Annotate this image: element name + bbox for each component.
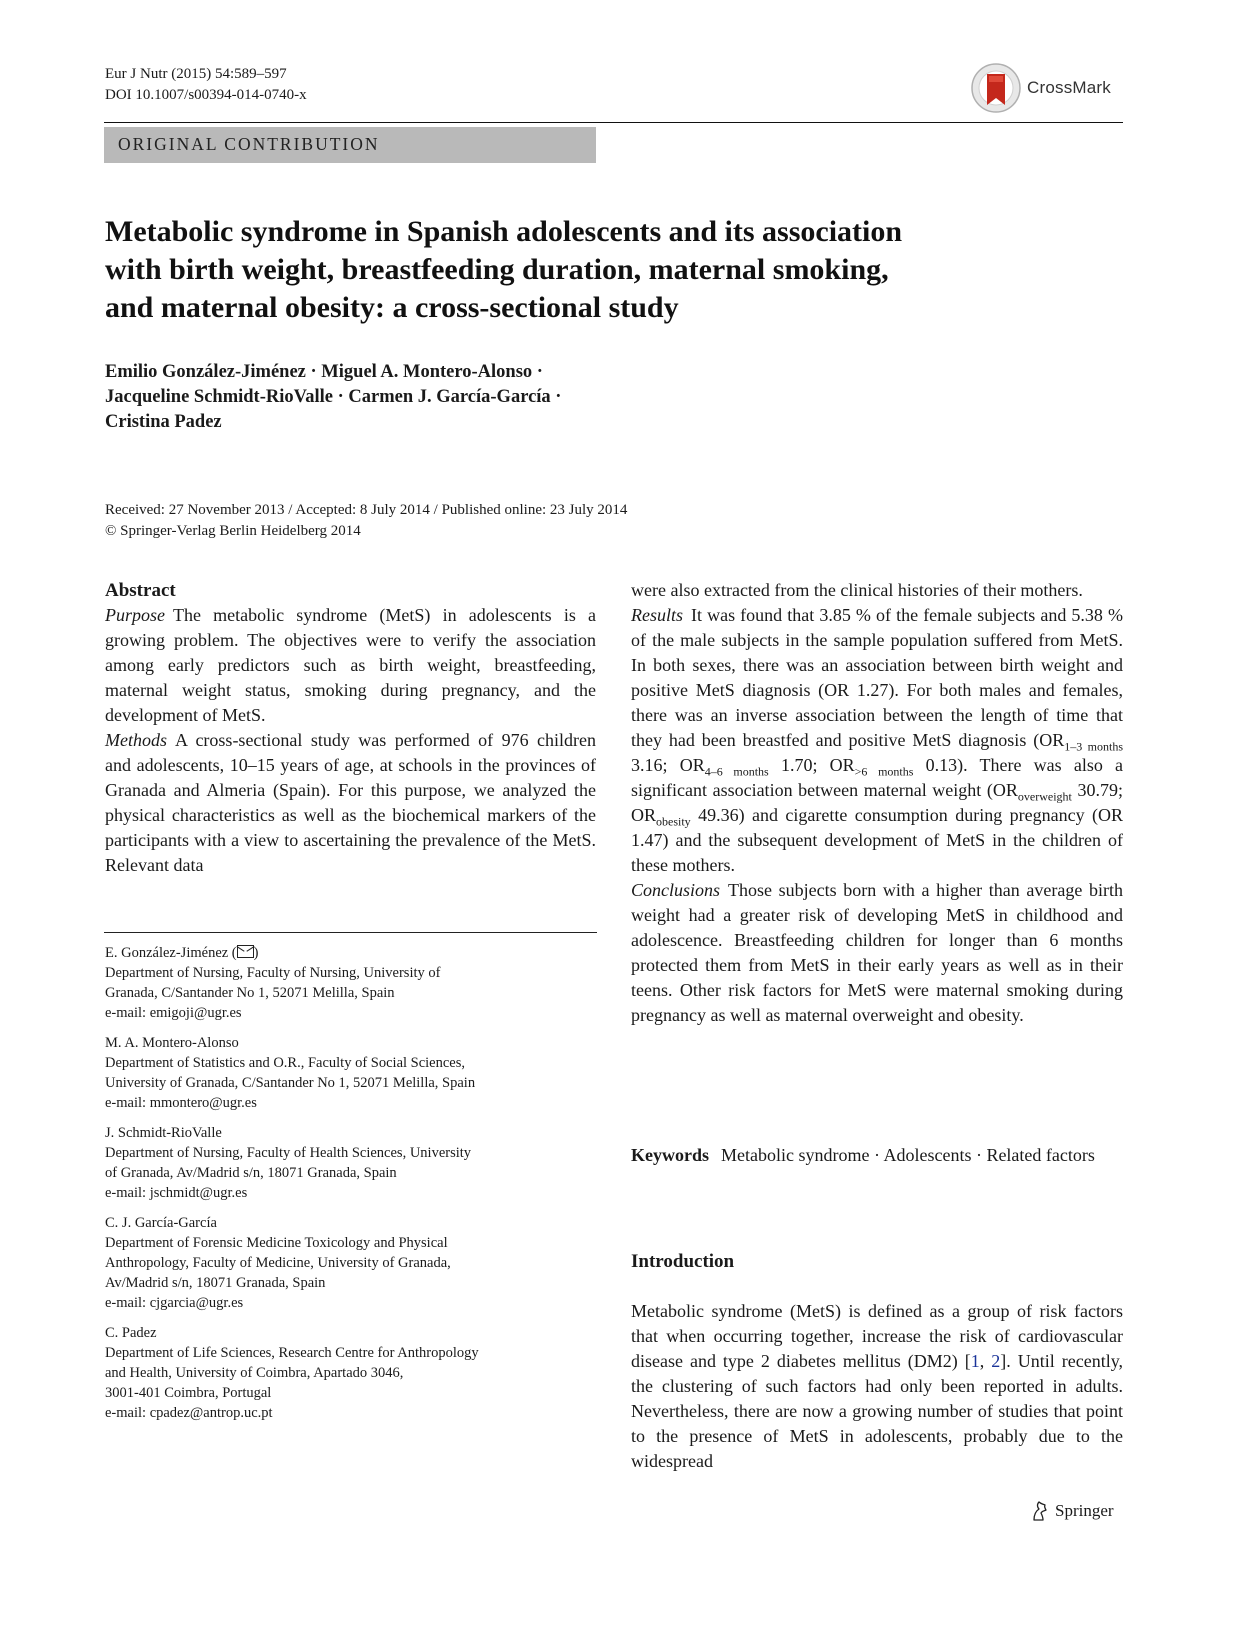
author-line: Cristina Padez xyxy=(105,412,222,432)
reference-link[interactable]: 2 xyxy=(991,1351,1001,1371)
affiliation-email[interactable]: e-mail: mmontero@ugr.es xyxy=(105,1095,257,1111)
results-subscript: overweight xyxy=(1017,789,1072,804)
ref-separator: , xyxy=(979,1351,992,1371)
affiliation-line: Av/Madrid s/n, 18071 Granada, Spain xyxy=(105,1275,326,1291)
ref-bracket: ]. xyxy=(1000,1351,1011,1371)
affiliation-name: C. J. García-García xyxy=(105,1215,217,1231)
affiliation-block xyxy=(105,1323,596,1423)
results-subscript: >6 months xyxy=(854,764,914,779)
results-subscript: 4–6 months xyxy=(704,764,769,779)
affiliation-email[interactable]: e-mail: cjgarcia@ugr.es xyxy=(105,1295,244,1311)
envelope-icon[interactable] xyxy=(237,945,254,958)
abstract-conclusions xyxy=(631,878,1123,1028)
journal-citation: Eur J Nutr (2015) 54:589–597 xyxy=(105,66,287,82)
affiliation-line: Department of Forensic Medicine Toxicology and Physical xyxy=(105,1235,448,1251)
affiliation-name xyxy=(105,943,596,963)
dates-line: Received: 27 November 2013 / Accepted: 8 July 2014 / Published online: 23 July 2014 xyxy=(105,502,628,518)
title-line: and maternal obesity: a cross-sectional study xyxy=(105,291,679,324)
affiliation-line: Department of Statistics and O.R., Faculty of Social Sciences, xyxy=(105,1055,466,1071)
purpose-label: Purpose xyxy=(105,605,165,625)
springer-horse-icon xyxy=(1030,1500,1050,1522)
affiliation-line: 3001-401 Coimbra, Portugal xyxy=(105,1385,272,1401)
section-label: ORIGINAL CONTRIBUTION xyxy=(118,134,380,154)
abstract-results xyxy=(631,603,1123,878)
title-line: with birth weight, breastfeeding duration, maternal smoking, xyxy=(105,253,889,286)
affiliation-line: Department of Nursing, Faculty of Health Sciences, University xyxy=(105,1145,472,1161)
conclusions-text: Those subjects born with a higher than average birth weight had a greater risk of developing MetS in childhood and adolescence. Breastfeeding children for longer than 6 months protected them from MetS in their early years as well as in their teens. Other risk factors for MetS were maternal smoking during pregnancy as well as maternal overweight and obesity. xyxy=(631,880,1123,1025)
results-text: 49.36) and cigarette consumption during pregnancy (OR 1.47) and the subsequent development of MetS in the children of these mothers. xyxy=(631,805,1124,875)
affiliation-line: Granada, C/Santander No 1, 52071 Melilla, Spain xyxy=(105,985,395,1001)
affiliation-email[interactable]: e-mail: cpadez@antrop.uc.pt xyxy=(105,1405,273,1421)
affiliation-line: Anthropology, Faculty of Medicine, University of Granada, xyxy=(105,1255,451,1271)
affiliation-block xyxy=(105,943,596,1023)
affiliation-name: M. A. Montero-Alonso xyxy=(105,1035,239,1051)
affiliation-block xyxy=(105,1213,596,1313)
affiliation-line: Department of Nursing, Faculty of Nursing, University of xyxy=(105,965,441,981)
affiliations xyxy=(105,943,596,1433)
results-subscript: obesity xyxy=(656,814,691,829)
author-list xyxy=(105,360,805,435)
affiliation-name-suffix: ) xyxy=(253,945,259,961)
results-text: 1.70; OR xyxy=(780,755,855,775)
keywords-paragraph xyxy=(631,1143,1123,1168)
results-label: Results xyxy=(631,605,683,625)
abstract-heading: Abstract xyxy=(105,580,176,601)
results-subscript: 1–3 months xyxy=(1064,739,1123,754)
intro-text: Metabolic syndrome (MetS) is defined as a group of risk factors that when occurring together, increase the risk of cardiovascular disease and type 2 diabetes mellitus (DM2) xyxy=(631,1301,1123,1371)
title-line: Metabolic syndrome in Spanish adolescents and its association xyxy=(105,215,903,248)
affiliation-line: Department of Life Sciences, Research Centre for Anthropology xyxy=(105,1345,479,1361)
author-line: Emilio González-Jiménez · Miguel A. Montero-Alonso · xyxy=(105,362,543,382)
abstract-left-column xyxy=(105,603,596,878)
affiliation-line: and Health, University of Coimbra, Apartado 3046, xyxy=(105,1365,404,1381)
journal-info xyxy=(105,64,307,106)
affiliation-divider xyxy=(104,932,597,933)
ref-bracket: [ xyxy=(964,1351,971,1371)
reference-link[interactable]: 1 xyxy=(970,1351,980,1371)
affiliation-name: J. Schmidt-RioValle xyxy=(105,1125,222,1141)
results-text: 3.16; OR xyxy=(631,755,705,775)
doi[interactable]: DOI 10.1007/s00394-014-0740-x xyxy=(105,87,307,103)
introduction-heading: Introduction xyxy=(631,1251,735,1272)
results-text: It was found that 3.85 % of the female subjects and 5.38 % of the male subjects in the sample population suffered from MetS. In both sexes, there was an association between birth weight and positive MetS diagnosis (OR 1.27). For both males and females, there was an inverse association between the length of time that they had been breastfed and positive MetS diagnosis (OR xyxy=(631,605,1123,750)
affiliation-name: C. Padez xyxy=(105,1325,157,1341)
publication-dates xyxy=(105,500,627,542)
abstract-right-column xyxy=(631,578,1123,1028)
keywords xyxy=(631,1143,1123,1168)
copyright-line: © Springer-Verlag Berlin Heidelberg 2014 xyxy=(105,523,361,539)
intro-text: Until recently, the clustering of such factors had only been reported in adults. Nevertheless, there are now a growing number of studies that point to the presence of MetS in adolescents, probably due to the widespread xyxy=(631,1351,1124,1471)
crossmark-label: CrossMark xyxy=(1027,78,1111,97)
methods-continued: were also extracted from the clinical histories of their mothers. xyxy=(631,580,1083,600)
purpose-text: The metabolic syndrome (MetS) in adolescents is a growing problem. The objectives were to verify the association among early predictors such as birth weight, breastfeeding, maternal weight status, smoking during pregnancy, and the development of MetS. xyxy=(105,605,596,725)
header-divider xyxy=(104,122,1123,123)
affiliation-line: University of Granada, C/Santander No 1, 52071 Melilla, Spain xyxy=(105,1075,476,1091)
abstract-purpose xyxy=(105,603,596,728)
affiliation-line: of Granada, Av/Madrid s/n, 18071 Granada, Spain xyxy=(105,1165,397,1181)
article-title xyxy=(105,213,1055,327)
affiliation-email[interactable]: e-mail: jschmidt@ugr.es xyxy=(105,1185,248,1201)
author-line: Jacqueline Schmidt-RioValle · Carmen J. García-García · xyxy=(105,387,562,407)
conclusions-label: Conclusions xyxy=(631,880,721,900)
affiliation-block xyxy=(105,1033,596,1113)
affiliation-email[interactable]: e-mail: emigoji@ugr.es xyxy=(105,1005,242,1021)
publisher-logo xyxy=(1030,1500,1114,1522)
methods-label: Methods xyxy=(105,730,167,750)
keywords-text: Metabolic syndrome · Adolescents · Related factors xyxy=(721,1145,1095,1165)
abstract-methods xyxy=(105,728,596,878)
results-text: 0.13). There was also a significant association between maternal weight (OR xyxy=(631,755,1124,800)
introduction-paragraph xyxy=(631,1299,1123,1474)
results-text: 30.79; OR xyxy=(631,780,1124,825)
publisher-name: Springer xyxy=(1055,1501,1114,1520)
methods-text: A cross-sectional study was performed of 976 children and adolescents, 10–15 years of age, at schools in the provinces of Granada and Almeria (Spain). For this purpose, we analyzed the physical characteristics as well as the biochemical markers of the participants with a view to ascertaining the prevalence of the MetS. Relevant data xyxy=(105,730,596,875)
crossmark-badge[interactable] xyxy=(970,60,1120,116)
keywords-label: Keywords xyxy=(631,1145,709,1165)
crossmark-icon xyxy=(970,62,1022,114)
introduction-text xyxy=(631,1299,1123,1474)
affiliation-block xyxy=(105,1123,596,1203)
affiliation-author: E. González-Jiménez ( xyxy=(105,945,237,961)
